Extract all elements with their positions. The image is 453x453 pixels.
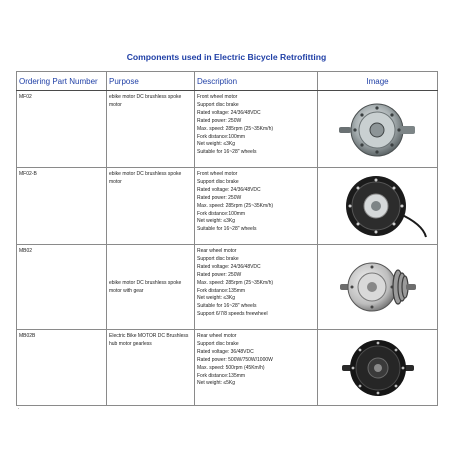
table-row [17,91,438,168]
purpose-text: ebike motor DC brushless spoke motor with gear [109,280,182,294]
description-line: Net weight: ≤3Kg [197,141,236,148]
table-row [17,168,438,245]
description-line: Support disc brake [197,255,239,262]
description-cell [195,330,318,406]
description-line: Fork distance:135mm [197,372,246,379]
front-hub-motor-black-icon [328,173,428,239]
part-number-cell: MF02 [17,91,107,168]
description-line: Max. speed: 285rpm (25~35Km/h) [197,279,274,286]
description-line: Net weight: ≤3Kg [197,295,236,302]
header-purpose: Purpose [107,72,195,91]
description-line: Support 6/7/8 speeds freewheel [197,311,268,318]
description-line: Suitable for 16~28" wheels [197,226,257,233]
part-number-cell: MF02-B [17,168,107,245]
table-row [17,330,438,406]
purpose-text: ebike motor DC brushless spoke motor [109,94,182,108]
purpose-cell [107,330,195,406]
image-cell [318,91,438,168]
description-line: Fork distance:135mm [197,287,246,294]
description-line: Rated voltage: 24/36/48VDC [197,263,261,270]
rear-hub-motor-freewheel-icon [338,255,418,319]
description-cell [195,91,318,168]
description-line: Rated voltage: 36/48VDC [197,348,254,355]
description-cell [195,168,318,245]
description-line: Net weight: ≤5Kg [197,380,236,387]
rear-hub-motor-gearless-icon [338,337,418,399]
purpose-text: ebike motor DC brushless spoke motor [109,171,182,185]
header-image: Image [318,72,438,91]
description-line: Rated power: 250W [197,271,242,278]
description-line: Net weight: ≤3Kg [197,218,236,225]
purpose-cell [107,91,195,168]
description-line: Fork distance:100mm [197,210,246,217]
description-line: Suitable for 16~28" wheels [197,303,257,310]
purpose-text: Electric Bike MOTOR DC Brushless hub motor gearless [109,333,189,347]
header-description: Description [195,72,318,91]
description-line: Fork distance:100mm [197,133,246,140]
document-title: Components used in Electric Bicycle Retrofitting [126,52,327,62]
image-cell [318,245,438,330]
image-cell [318,330,438,406]
description-line: Rated voltage: 24/36/48VDC [197,186,261,193]
description-cell [195,245,318,330]
description-line: Rated voltage: 24/36/48VDC [197,109,261,116]
description-line: Suitable for 16~28" wheels [197,149,257,156]
table-row [17,245,438,330]
description-line: Support disc brake [197,340,239,347]
description-line: Max. speed: 500rpm (45Km/h) [197,364,265,371]
description-line: Max. speed: 285rpm (25~35Km/h) [197,125,274,132]
description-line: Rated power: 500W/750W/1000W [197,356,273,363]
components-table [16,71,438,406]
front-hub-motor-silver-icon [335,99,421,159]
description-line: Rated power: 250W [197,194,242,201]
purpose-cell [107,168,195,245]
description-line: Front wheel motor [197,94,238,100]
header-part-number: Ordering Part Number [17,72,107,91]
description-line: Support disc brake [197,101,239,108]
purpose-cell [107,245,195,330]
description-line: Rear wheel motor [197,333,237,339]
part-number-cell: MB02B [17,330,107,406]
table-header-row [17,72,438,91]
description-line: Max. speed: 285rpm (25~35Km/h) [197,202,274,209]
part-number-cell: MB02 [17,245,107,330]
description-line: Rear wheel motor [197,248,237,254]
image-cell [318,168,438,245]
footnote-mark: . [18,405,20,411]
description-line: Front wheel motor [197,171,238,177]
description-line: Rated power: 250W [197,117,242,124]
description-line: Support disc brake [197,178,239,185]
